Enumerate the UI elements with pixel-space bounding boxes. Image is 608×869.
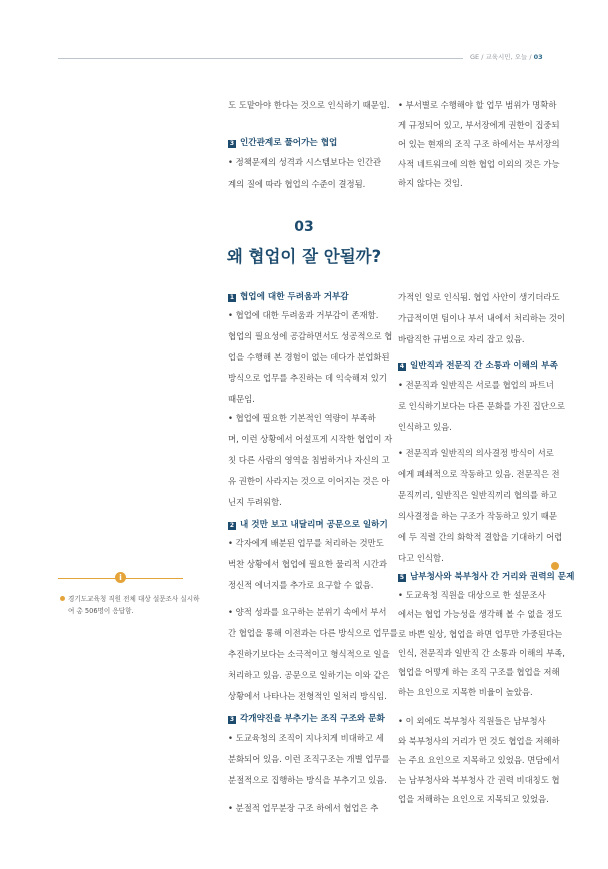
heading-text: 인간관계로 풀어가는 협업 xyxy=(240,138,338,148)
heading-text: 각개약진을 부추기는 조직 구조와 문화 xyxy=(240,714,385,724)
header-rule xyxy=(58,58,463,59)
paragraph-line: • 도교육청의 조직이 지나치게 비대하고 세 xyxy=(228,733,384,743)
paragraph-line: 칫 다른 사람의 영역을 침범하거나 자신의 고 xyxy=(228,455,390,465)
paragraph-line: 가적인 일로 인식됨. 협업 사안이 생기더라도 xyxy=(398,292,560,302)
bullet-dot-icon xyxy=(60,596,65,601)
paragraph-line: • 전문직과 일반직은 서로를 협업의 파트너 xyxy=(398,380,554,390)
paragraph-line: 하는 요인으로 지목한 비율이 높았음. xyxy=(398,686,533,697)
paragraph-line: • 정책문제의 성격과 시스템보다는 인간관 xyxy=(228,157,382,167)
paragraph-line: 인식, 전문직과 일반직 간 소통과 이해의 부족, xyxy=(398,647,565,658)
paragraph-line: • 도교육청 직원을 대상으로 한 설문조사 xyxy=(398,590,546,600)
header-label: GE / 교육시민, 오늘 / xyxy=(470,53,532,61)
heading-number-badge: 2 xyxy=(229,522,235,529)
paragraph-line: 가급적이면 팀이나 부서 내에서 처리하는 것이 xyxy=(398,313,566,323)
top-left-line: 도 도맡아야 한다는 것으로 인식하기 때문임. xyxy=(228,100,390,110)
heading-number-badge: 4 xyxy=(399,363,405,370)
paragraph-line: 며, 이런 상황에서 어설프게 시작한 협업이 자 xyxy=(228,434,393,444)
paragraph-line: 처리하고 있음. 공문으로 일하기는 이와 같은 xyxy=(228,670,390,680)
paragraph-line: 문직끼리, 일반직은 일반직끼리 협의를 하고 xyxy=(398,490,557,500)
paragraph-line: 어 있는 현재의 조직 구조 하에서는 부서장의 xyxy=(398,139,560,149)
section-title: 왜 협업이 잘 안될까? xyxy=(226,247,382,266)
paragraph-line: 때문임. xyxy=(228,394,255,404)
paragraph-line: 와 북부청사의 거리가 먼 것도 협업을 저해하 xyxy=(398,735,560,746)
paragraph-line: 인식하고 있음. xyxy=(398,422,452,432)
heading-text: 협업에 대한 두려움과 거부감 xyxy=(240,292,349,302)
paragraph-line: 에서는 협업 가능성을 생각해 볼 수 없을 정도 xyxy=(398,609,563,620)
paragraph-line: 업을 저해하는 요인으로 지목되고 있었음. xyxy=(398,794,549,804)
paragraph-line: • 양적 성과를 요구하는 분위기 속에서 부서 xyxy=(228,607,387,617)
page-number: 03 xyxy=(533,53,543,61)
paragraph-line: 협업을 어떻게 하는 조직 구조를 협업을 저해 xyxy=(398,667,560,678)
heading-number-badge: 5 xyxy=(399,574,405,581)
heading-number-badge: 3 xyxy=(229,140,235,147)
paragraph-line: 경기도교육청 직원 전체 대상 설문조사 실시하 xyxy=(68,595,200,603)
paragraph-line: 벅찬 상황에서 협업에 필요한 물리적 시간과 xyxy=(228,559,387,569)
paragraph-line: 사적 네트워크에 의한 협업 이외의 것은 가능 xyxy=(398,158,560,169)
paragraph-line: 바람직한 규범으로 자리 잡고 있음. xyxy=(398,334,525,344)
paragraph-line: 방식으로 업무를 추진하는 데 익숙해져 있기 xyxy=(228,373,387,383)
paragraph-line: 에 두 직렬 간의 화학적 결합을 기대하기 어렵 xyxy=(398,532,563,542)
paragraph-line: 업을 수행해 본 경험이 없는 데다가 분업화된 xyxy=(228,352,390,362)
heading-text: 일반직과 전문직 간 소통과 이해의 부족 xyxy=(410,361,558,371)
paragraph-line: 계의 질에 따라 협업의 수준이 결정됨. xyxy=(228,179,366,189)
paragraph-line: 간 협업을 통해 이전과는 다른 방식으로 업무를 xyxy=(228,628,398,638)
paragraph-line: 정신적 에너지를 추가로 요구할 수 없음. xyxy=(228,580,374,590)
paragraph-line: 분절적으로 집행하는 방식을 부추기고 있음. xyxy=(228,775,387,785)
paragraph-line: 로 바쁜 일상, 협업을 하면 업무만 가중된다는 xyxy=(398,628,563,639)
paragraph-line: 상황에서 나타나는 전형적인 일처리 방식임. xyxy=(228,691,387,701)
paragraph-line: 분화되어 있음. 이런 조직구조는 개별 업무를 xyxy=(228,754,390,764)
heading-text: 남부청사와 북부청사 간 거리와 권력의 문제 xyxy=(410,572,575,582)
paragraph-line: 의사결정을 하는 구조가 작동하고 있기 때문 xyxy=(398,511,557,521)
paragraph-line: 로 인식하기보다는 다른 문화를 가진 집단으로 xyxy=(398,401,566,411)
paragraph-line: 추진하기보다는 소극적이고 형식적으로 일을 xyxy=(228,649,390,659)
paragraph-line: 여 총 506명이 응답함. xyxy=(68,607,134,615)
paragraph-line: • 전문직과 일반직의 의사결정 방식이 서로 xyxy=(398,448,554,458)
paragraph-line: 유 권한이 사라지는 것으로 이어지는 것은 아 xyxy=(228,476,390,486)
heading-number-badge: 1 xyxy=(229,294,235,301)
paragraph-line: • 협업에 대한 두려움과 거부감이 존재함. xyxy=(228,310,379,320)
paragraph-line: 게 규정되어 있고, 부서장에게 권한이 집중되 xyxy=(398,119,560,130)
section-number: 03 xyxy=(294,219,314,235)
heading-text: 내 것만 보고 내달리며 공문으로 일하기 xyxy=(240,520,388,530)
heading-number-badge: 3 xyxy=(229,716,235,723)
paragraph-line: • 협업에 필요한 기본적인 역량이 부족하 xyxy=(228,413,376,423)
footnote-marker-dot xyxy=(551,562,559,570)
running-header xyxy=(470,52,543,61)
paragraph-line: • 부서별로 수행해야 할 업무 범위가 명확하 xyxy=(398,100,557,110)
paragraph-line: 는 남부청사와 북부청사 간 권력 비대칭도 협 xyxy=(398,774,560,785)
paragraph-line: 다고 인식함. xyxy=(398,553,444,563)
paragraph-line: • 분절적 업무분장 구조 하에서 협업은 추 xyxy=(228,803,379,813)
paragraph-line: 하지 않다는 것임. xyxy=(398,178,463,188)
paragraph-line: • 이 외에도 북부청사 직원들은 남부청사 xyxy=(398,716,546,726)
paragraph-line: 에게 폐쇄적으로 작동하고 있음. 전문직은 전 xyxy=(398,469,560,479)
paragraph-line: 닌지 두려워함. xyxy=(228,497,282,507)
info-icon: i xyxy=(115,572,126,583)
paragraph-line: • 각자에게 배분된 업무를 처리하는 것만도 xyxy=(228,538,384,548)
paragraph-line: 는 주요 요인으로 지목하고 있었음. 면담에서 xyxy=(398,755,560,765)
paragraph-line: 협업의 필요성에 공감하면서도 성공적으로 협 xyxy=(228,331,393,341)
